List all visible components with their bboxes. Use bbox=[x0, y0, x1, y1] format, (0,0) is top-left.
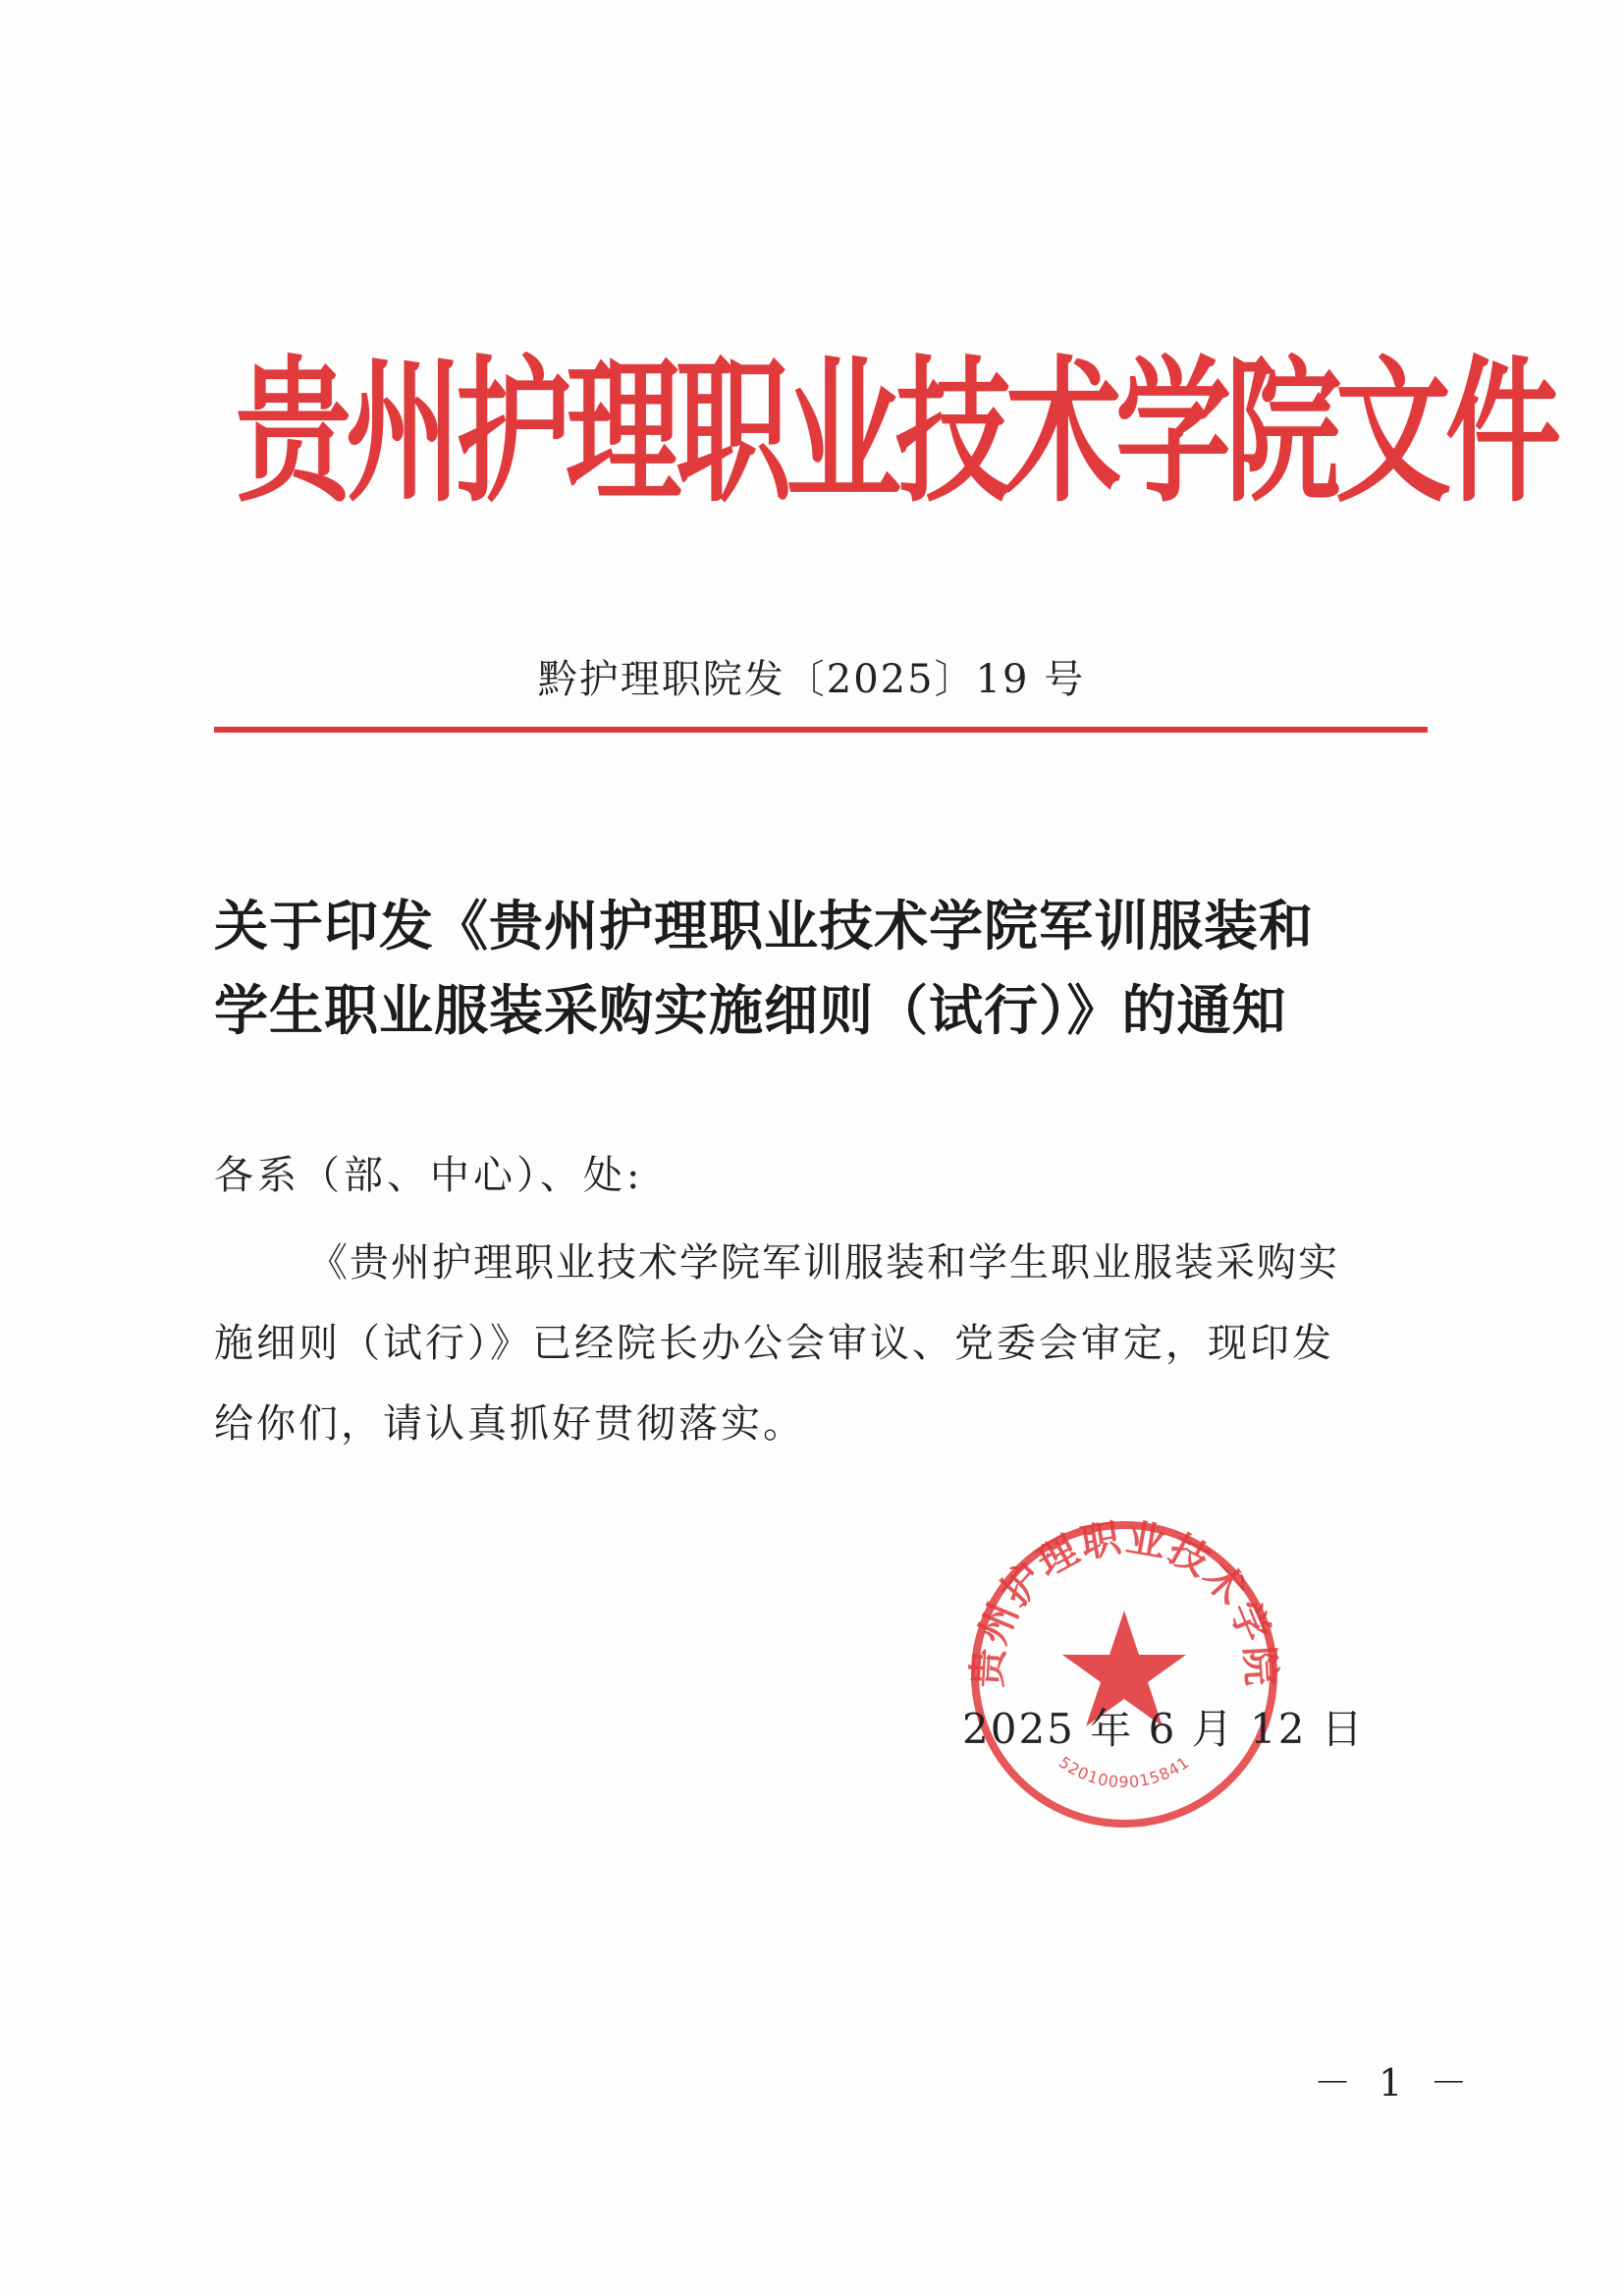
notice-title-line-1: 关于印发《贵州护理职业技术学院军训服装和 bbox=[214, 894, 1315, 957]
seal-text: 贵州护理职业技术学院 bbox=[965, 1515, 1283, 1689]
addressee: 各系（部、中心）、处: bbox=[214, 1153, 644, 1198]
body-line-3: 给你们，请认真抓好贯彻落实。 bbox=[214, 1401, 805, 1447]
official-seal-stamp bbox=[962, 1512, 1286, 1836]
notice-title bbox=[214, 884, 1432, 1053]
svg-text:5201009015841 bbox=[1055, 1753, 1193, 1791]
red-divider-line bbox=[214, 727, 1428, 733]
body-line-1: 《贵州护理职业技术学院军训服装和学生职业服装采购实 bbox=[308, 1240, 1339, 1285]
seal-code: 5201009015841 bbox=[1055, 1752, 1194, 1792]
document-number: 黔护理职院发〔2025〕19 号 bbox=[537, 657, 1086, 702]
page-number: － 1 － bbox=[1314, 2061, 1476, 2105]
body-line-2: 施细则（试行）》已经院长办公会审议、党委会审定，现印发 bbox=[214, 1321, 1334, 1366]
document-header-title: 贵州护理职业技术学院文件 bbox=[236, 340, 1556, 524]
issue-date: 2025 年 6 月 12 日 bbox=[962, 1705, 1365, 1753]
notice-title-line-2: 学生职业服装采购实施细则（试行）》的通知 bbox=[214, 978, 1287, 1042]
notice-body bbox=[214, 1223, 1432, 1464]
